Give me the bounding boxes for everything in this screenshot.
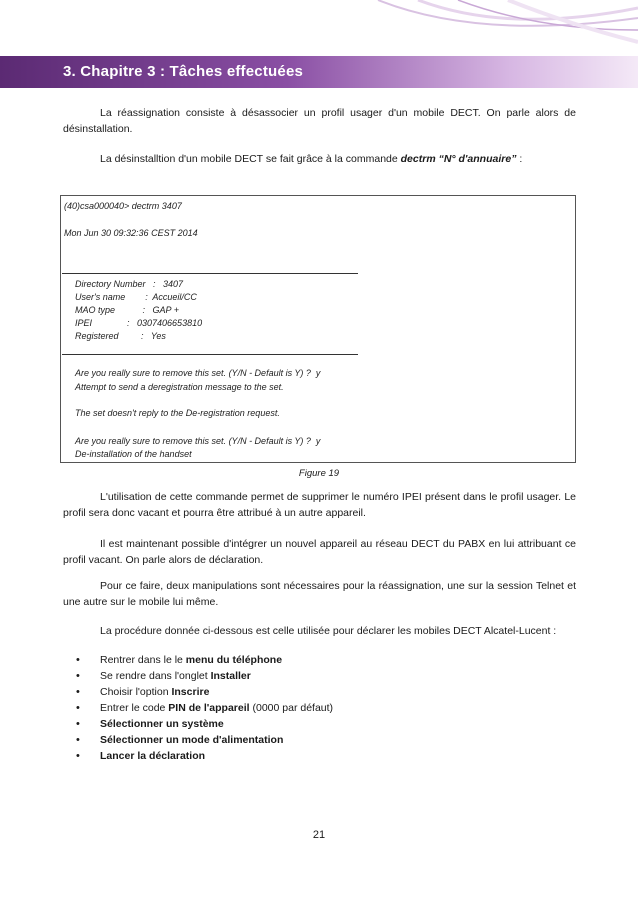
figure-caption: Figure 19 <box>298 468 340 479</box>
bullet-icon: • <box>76 686 80 698</box>
paragraph-procedure: La procédure donnée ci-dessous est celle utilisée pour déclarer les mobiles DECT Alcatel-Lucent : <box>100 625 557 637</box>
bullet-icon: • <box>76 654 80 666</box>
list-item: • Rentrer dans le le menu du téléphone <box>76 654 283 666</box>
bullet-icon: • <box>76 670 80 682</box>
page-number: 21 <box>312 829 326 841</box>
terminal-message: The set doesn't reply to the De-registration request. <box>75 408 280 418</box>
terminal-date: Mon Jun 30 09:32:36 CEST 2014 <box>64 228 198 238</box>
paragraph-usage: L'utilisation de cette commande permet de supprimer le numéro IPEI présent dans le profil usager. Le profil sera donc vacant et pourra être attribué à un autre appareil. <box>63 491 576 519</box>
terminal-message: Are you really sure to remove this set. (Y/N - Default is Y) ? y <box>75 368 321 378</box>
procedure-steps-list <box>70 652 333 764</box>
terminal-separator <box>62 354 358 355</box>
terminal-separator <box>62 273 358 274</box>
bullet-icon: • <box>76 734 80 746</box>
decorative-swirl <box>338 0 638 50</box>
terminal-message: Are you really sure to remove this set. (Y/N - Default is Y) ? y <box>75 436 321 446</box>
list-item: • Entrer le code PIN de l'appareil (0000 par défaut) <box>76 702 334 714</box>
paragraph-reassignation: La réassignation consiste à désassocier un profil usager d'un mobile DECT. On parle alors de désinstallation. <box>63 107 576 135</box>
terminal-output <box>60 195 576 463</box>
terminal-row: Directory Number : 3407 <box>75 279 184 289</box>
terminal-row: Registered : Yes <box>75 331 166 341</box>
bullet-icon: • <box>76 718 80 730</box>
terminal-message: Attempt to send a deregistration message to the set. <box>75 382 284 392</box>
terminal-row: IPEI : 0307406653810 <box>75 318 203 328</box>
paragraph-declaration: Il est maintenant possible d'intégrer un nouvel appareil au réseau DECT du PABX en lui attribuant ce profil vacant. On parle alors de déclaration. <box>63 538 576 566</box>
bullet-icon: • <box>76 750 80 762</box>
terminal-prompt: (40)csa000040> dectrm 3407 <box>64 201 182 211</box>
terminal-row: MAO type : GAP + <box>75 305 179 315</box>
paragraph-manipulations: Pour ce faire, deux manipulations sont nécessaires pour la réassignation, une sur la session Telnet et une autre sur le mobile lui même. <box>63 580 576 608</box>
list-item: • Sélectionner un système <box>76 718 224 730</box>
paragraph-command: La désinstalltion d'un mobile DECT se fait grâce à la commande dectrm “N° d'annuaire” : <box>100 153 523 165</box>
list-item: • Choisir l'option Inscrire <box>76 686 210 698</box>
list-item: • Lancer la déclaration <box>76 750 206 762</box>
command-name: dectrm “N° d'annuaire” <box>400 153 517 165</box>
chapter-title: 3. Chapitre 3 : Tâches effectuées <box>63 63 304 80</box>
list-item: • Se rendre dans l'onglet Installer <box>76 670 251 682</box>
terminal-row: User's name : Accueil/CC <box>75 292 197 302</box>
terminal-message: De-installation of the handset <box>75 449 192 459</box>
bullet-icon: • <box>76 702 80 714</box>
list-item: • Sélectionner un mode d'alimentation <box>76 734 284 746</box>
